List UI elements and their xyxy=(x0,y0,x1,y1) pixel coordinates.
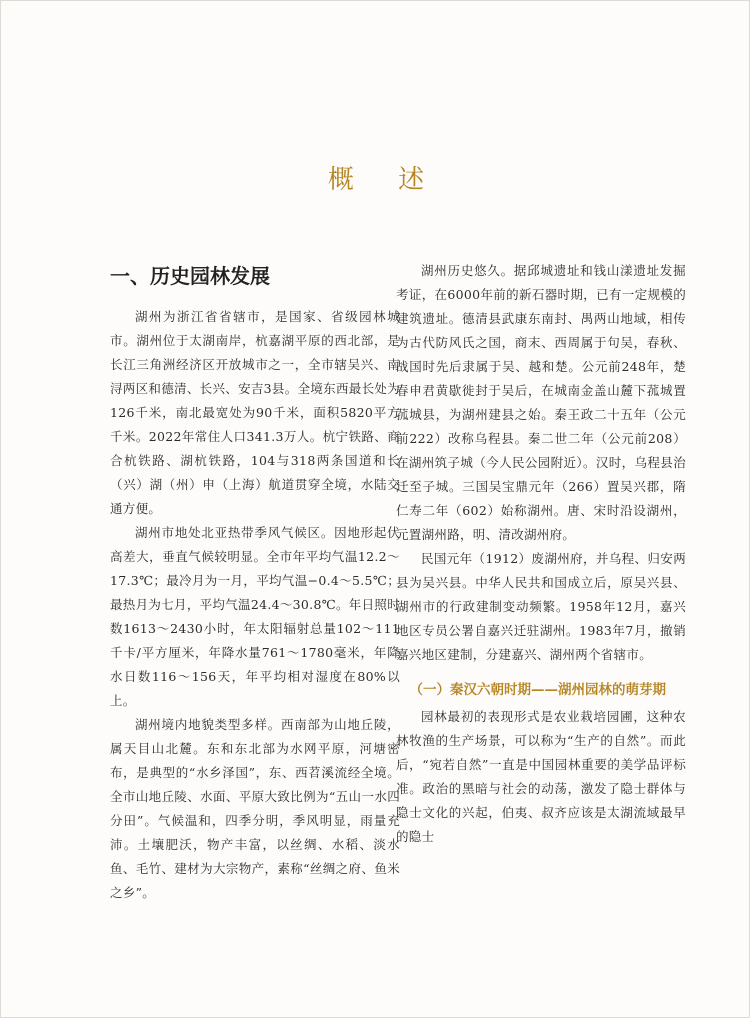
paragraph-landform: 湖州境内地貌类型多样。西南部为山地丘陵，属天目山北麓。东和东北部为水网平原，河塘密布，是典型的“水乡泽国”，东、西苕溪流经全境。全市山地丘陵、水面、平原大致比例为“五山一水四分田”。气候温和，四季分明，季风明显，雨量充沛。土壤肥沃，物产丰富，以丝绸、水稻、淡水鱼、毛竹、建材为大宗物产，素称“丝绸之府、鱼米之乡”。 xyxy=(110,717,400,900)
subsection-heading: （一）秦汉六朝时期——湖州园林的萌芽期 xyxy=(409,682,666,698)
section-heading: 一、历史园林发展 xyxy=(110,264,270,288)
paragraph-location: 湖州为浙江省省辖市，是国家、省级园林城市。湖州位于太湖南岸，杭嘉湖平原的西北部，是长江三角洲经济区开放城市之一，全市辖吴兴、南浔两区和德清、长兴、安吉3县。全境东西最长处为126千米，南北最宽处为90千米，面积5820平方千米。2022年常住人口341.3万人。杭宁铁路、商合杭铁路、湖杭铁路，104与318两条国道和长（兴）湖（州）申（上海）航道贯穿全境，水陆交通方便。 xyxy=(110,309,400,516)
right-column xyxy=(396,259,686,849)
paragraph-climate: 湖州市地处北亚热带季风气候区。因地形起伏高差大，垂直气候较明显。全市年平均气温12.2～17.3℃；最冷月为一月，平均气温−0.4～5.5℃；最热月为七月，平均气温24.4～30.8℃。年日照时数1613～2430小时，年太阳辐射总量102～111千卡/平方厘米，年降水量761～1780毫米，年降水日数116～156天，年平均相对湿度在80%以上。 xyxy=(110,525,400,708)
paragraph-republic: 民国元年（1912）废湖州府，并乌程、归安两县为吴兴县。中华人民共和国成立后，原吴兴县、湖州市的行政建制变动频繁。1958年12月，嘉兴地区专员公署自嘉兴迁驻湖州。1983年7月，撤销嘉兴地区建制，分建嘉兴、湖州两个省辖市。 xyxy=(396,551,686,662)
page-title: 概 述 xyxy=(327,165,443,195)
left-column xyxy=(110,259,400,905)
paragraph-history: 湖州历史悠久。据邱城遗址和钱山漾遗址发掘考证，在6000年前的新石器时期，已有一定规模的建筑遗址。德清县武康东南封、禺两山地域，相传为古代防风氏之国，商末、西周属于句吴，春秋、战国时先后隶属于吴、越和楚。公元前248年，楚春申君黄歇徙封于吴后，在城南金盖山麓下菰城置菰城县，为湖州建县之始。秦王政二十五年（公元前222）改称乌程县。秦二世二年（公元前208）在湖州筑子城（今人民公园附近）。汉时，乌程县治迁至子城。三国吴宝鼎元年（266）置吴兴郡，隋仁寿二年（602）始称湖州。唐、宋时沿设湖州，元置湖州路，明、清改湖州府。 xyxy=(396,263,686,542)
paragraph-garden-origin: 园林最初的表现形式是农业栽培园圃，这种农林牧渔的生产场景，可以称为“生产的自然”。而此后，“宛若自然”一直是中国园林重要的美学品评标准。政治的黑暗与社会的动荡，激发了隐士群体与隐士文化的兴起，伯夷、叔齐应该是太湖流域最早的隐士 xyxy=(396,709,686,844)
